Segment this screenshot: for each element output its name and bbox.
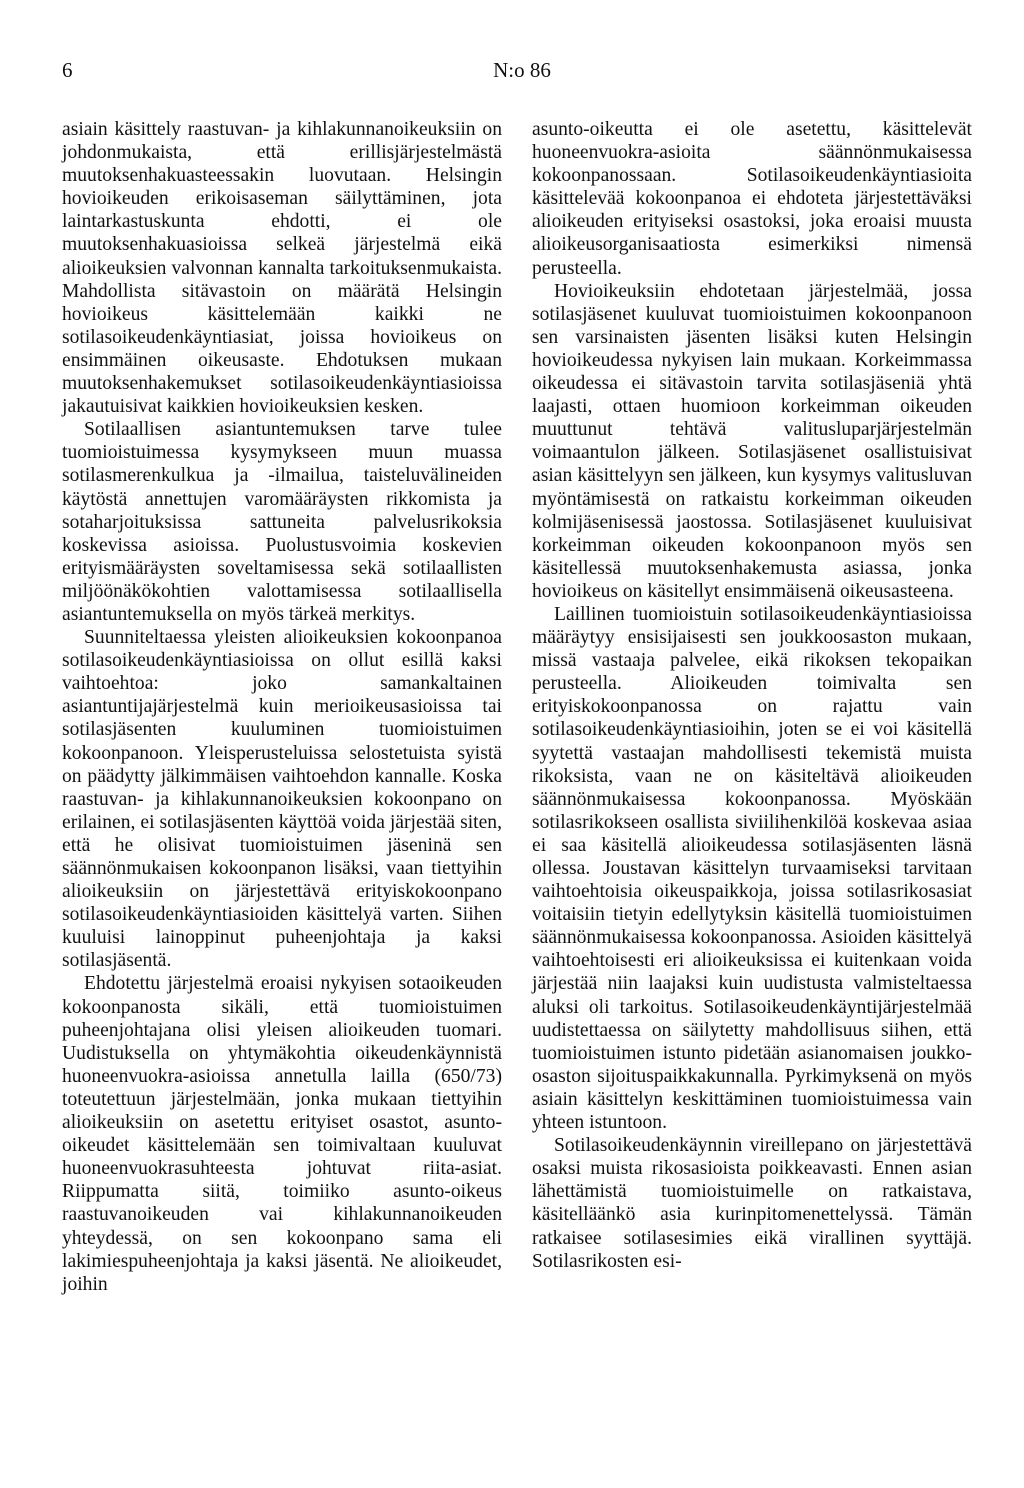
paragraph: asiain käsittely raastuvan- ja kihlakunnanoikeuksiin on johdonmukaista, että erillisjärjestelmästä muutoksenhakuasteessakin luovutaan. Helsingin hovioikeuden erikoisaseman säilyttäminen, jota laintarkastuskunta ehdotti, ei ole muutoksenhakuasioissa selkeä järjestelmä eikä alioikeuksien valvonnan kannalta tarkoituksenmukaista. Mahdollista sitävastoin on määrätä Helsingin hovioikeus käsittelemään kaikki ne sotilasoikeudenkäyntiasiat, joissa hovioikeus on ensimmäinen oikeusaste. Ehdotuksen mukaan muutoksenhakemukset sotilasoikeudenkäyntiasioissa jakautuisivat kaikkien hovioikeuksien kesken. bbox=[62, 119, 502, 418]
right-column bbox=[532, 118, 972, 1273]
paragraph: asunto-oikeutta ei ole asetettu, käsittelevät huoneenvuokra-asioita säännönmukaisessa kokoonpanossaan. Sotilasoikeudenkäyntiasioita käsittelevää kokoonpanoa ei ehdoteta järjestettäväksi alioikeuden erityiseksi osastoksi, joka eroaisi muusta alioikeusorganisaatiosta esimerkiksi nimensä perusteella. bbox=[532, 119, 972, 279]
paragraph: Laillinen tuomioistuin sotilasoikeudenkäyntiasioissa määräytyy ensisijaisesti sen joukkoosaston mukaan, missä vastaaja palvelee, eikä rikoksen tekopaikan perusteella. Alioikeuden toimivalta sen erityiskokoonpanossa on rajattu vain sotilasoikeudenkäyntiasioihin, joten se ei voi käsitellä syytettä vastaajan mahdollisesti tekemistä muista rikoksista, vaan ne on käsiteltävä alioikeuden säännönmukaisessa kokoonpanossa. Myöskään sotilasrikokseen osallista siviilihenkilöä koskevaa asiaa ei saa käsitellä alioikeudessa sotilasjäsenten läsnä ollessa. Joustavan käsittelyn turvaamiseksi tarvitaan vaihtoehtoisia oikeuspaikkoja, joissa sotilasrikosasiat voitaisiin tietyin edellytyksin käsitellä tuomioistuimen säännönmukaisessa kokoonpanossa. Asioiden käsittelyä vaihtoehtoisesti eri alioikeuksissa ei kuitenkaan voida järjestää niin laajaksi kuin uudistusta valmisteltaessa aluksi oli tarkoitus. Sotilasoikeudenkäyntijärjestelmää uudistettaessa on säilytetty mahdollisuus siihen, että tuomioistuimen istunto pidetään asianomaisen joukko-osaston sijoituspaikkakunnalla. Pyrkimyksenä on myös asiain käsittelyn keskittäminen tuomioistuimessa vain yhteen istuntoon. bbox=[532, 603, 972, 1134]
paragraph: Hovioikeuksiin ehdotetaan järjestelmää, jossa sotilasjäsenet kuuluvat tuomioistuimen kokoonpanoon sen varsinaisten jäsenten lisäksi kuten Helsingin hovioikeudessa nykyisen lain mukaan. Korkeimmassa oikeudessa ei sitävastoin tarvita sotilasjäseniä yhtä laajasti, ottaen huomioon korkeimman oikeuden muuttunut tehtävä valitusluparjärjestelmän voimaantulon jälkeen. Sotilasjäsenet osallistuisivat asian käsittelyyn sen jälkeen, kun kysymys valitusluvan myöntämisestä on ratkaistu korkeimman oikeuden kolmijäsenisessä jaostossa. Sotilasjäsenet kuuluisivat korkeimman oikeuden kokoonpanoon myös sen käsitellessä muutoksenhakemusta asiassa, jonka hovioikeus on käsitellyt ensimmäisenä oikeusasteena. bbox=[532, 280, 972, 602]
document-number: N:o 86 bbox=[493, 58, 551, 82]
page-number: 6 bbox=[62, 58, 73, 82]
page-header bbox=[62, 58, 982, 88]
paragraph: Suunniteltaessa yleisten alioikeuksien kokoonpanoa sotilasoikeudenkäyntiasioissa on ollut esillä kaksi vaihtoehtoa: joko samankaltainen asiantuntijajärjestelmä kuin merioikeusasioissa tai sotilasjäsenten kuuluminen tuomioistuimen kokoonpanoon. Yleisperusteluissa selostetuista syistä on päädytty jälkimmäisen vaihtoehdon kannalle. Koska raastuvan- ja kihlakunnanoikeuksien kokoonpano on erilainen, ei sotilasjäsenten käyttöä voida järjestää siten, että he olisivat tuomioistuimen jäseninä sen säännönmukaisen kokoonpanon lisäksi, vaan tiettyihin alioikeuksiin on järjestettävä erityiskokoonpano sotilasoikeudenkäyntiasioiden käsittelyä varten. Siihen kuuluisi lainoppinut puheenjohtaja ja kaksi sotilasjäsentä. bbox=[62, 627, 502, 972]
paragraph: Sotilasoikeudenkäynnin vireillepano on järjestettävä osaksi muista rikosasioista poikkeavasti. Ennen asian lähettämistä tuomioistuimelle on ratkaistava, käsitelläänkö asia kurinpitomenettelyssä. Tämän ratkaisee sotilasesimies eikä virallinen syyttäjä. Sotilasrikosten esi- bbox=[532, 1135, 972, 1272]
paragraph: Sotilaallisen asiantuntemuksen tarve tulee tuomioistuimessa kysymykseen muun muassa sotilasmerenkulkua ja -ilmailua, taisteluvälineiden käytöstä annettujen varomääräysten rikkomista ja sotaharjoituksissa sattuneita palvelusrikoksia koskevissa asioissa. Puolustusvoimia koskevien erityismääräysten soveltamisessa sekä sotilaallisten miljöönäkökohtien valottamisessa sotilaallisella asiantuntemuksella on myös tärkeä merkitys. bbox=[62, 419, 502, 625]
paragraph: Ehdotettu järjestelmä eroaisi nykyisen sotaoikeuden kokoonpanosta sikäli, että tuomioistuimen puheenjohtajana olisi yleisen alioikeuden tuomari. Uudistuksella on yhtymäkohtia oikeudenkäynnistä huoneenvuokra-asioissa annetulla lailla (650/73) toteutettuun järjestelmään, jonka mukaan tiettyihin alioikeuksiin on asetettu erityiset osastot, asunto-oikeudet käsittelemään sen toimivaltaan kuuluvat huoneenvuokrasuhteesta johtuvat riita-asiat. Riippumatta siitä, toimiiko asunto-oikeus raastuvanoikeuden vai kihlakunnanoikeuden yhteydessä, on sen kokoonpano sama eli lakimiespuheenjohtaja ja kaksi jäsentä. Ne alioikeudet, joihin bbox=[62, 973, 502, 1295]
left-column bbox=[62, 118, 502, 1296]
